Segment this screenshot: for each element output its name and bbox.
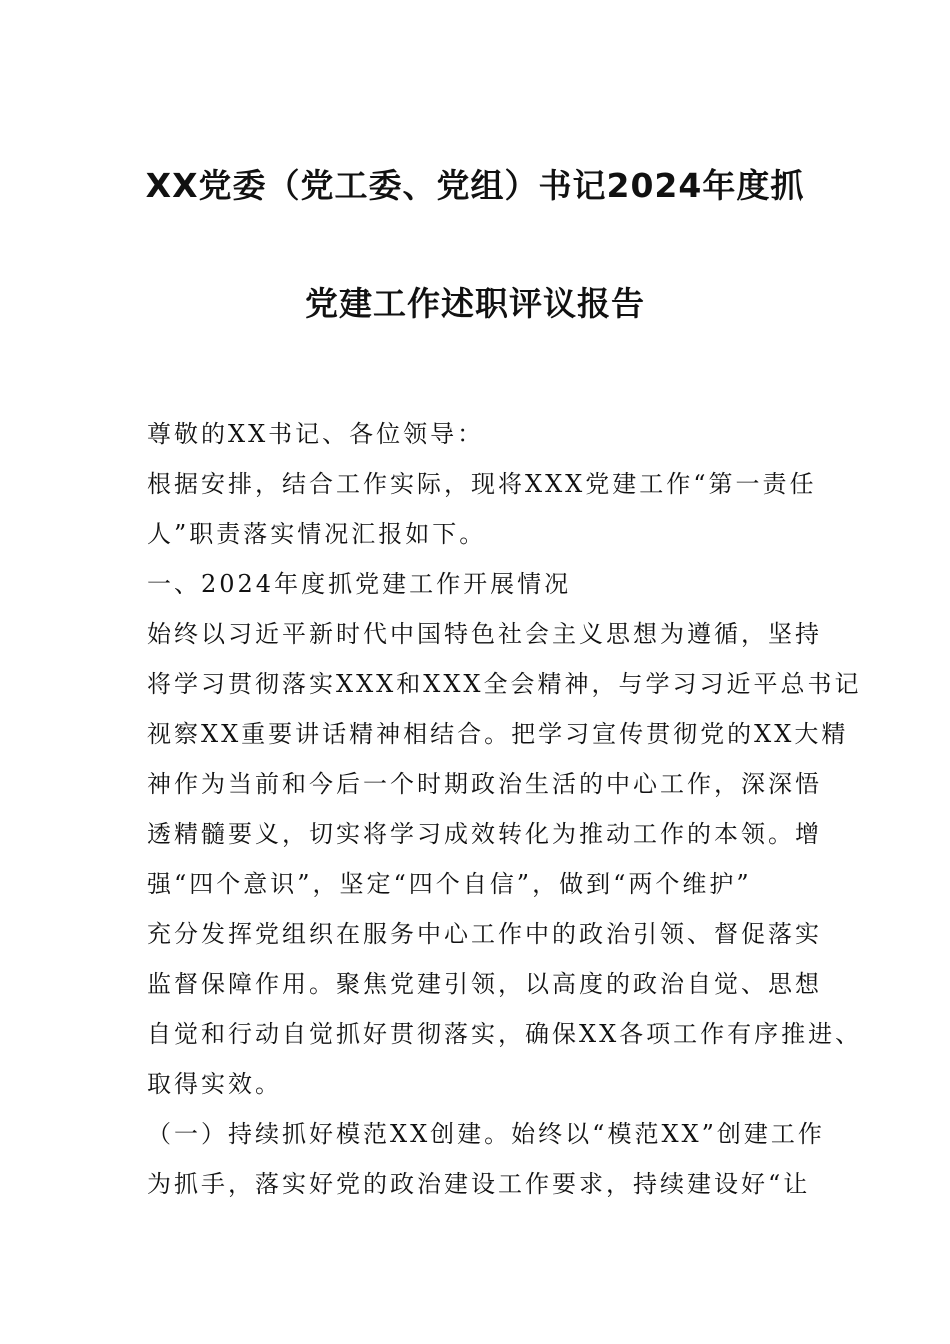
section-heading: 一、2024年度抓党建工作开展情况	[147, 570, 572, 598]
body-line: 将学习贯彻落实XXX和XXX全会精神，与学习习近平总书记	[147, 670, 862, 698]
body-line: 监督保障作用。聚焦党建引领，以高度的政治自觉、思想	[147, 970, 822, 998]
body-line: 自觉和行动自觉抓好贯彻落实，确保XX各项工作有序推进、	[147, 1020, 863, 1048]
body-line: 根据安排，结合工作实际，现将XXX党建工作“第一责任	[147, 470, 817, 498]
body-line: 人”职责落实情况汇报如下。	[147, 520, 487, 548]
body-line: 透精髓要义，切实将学习成效转化为推动工作的本领。增	[147, 820, 822, 848]
body-line: 始终以习近平新时代中国特色社会主义思想为遵循，坚持	[147, 620, 822, 648]
salutation: 尊敬的XX书记、各位领导：	[147, 420, 485, 448]
body-line: 取得实效。	[147, 1070, 282, 1098]
body-line: 为抓手，落实好党的政治建设工作要求，持续建设好“让	[147, 1170, 811, 1198]
document-body	[147, 409, 863, 1209]
subsection-line: （一）持续抓好模范XX创建。始终以“模范XX”创建工作	[147, 1120, 825, 1148]
document-title-line-2: 党建工作述职评议报告	[305, 284, 645, 323]
document-title-line-1: XX党委（党工委、党组）书记2024年度抓	[145, 166, 805, 205]
body-line: 神作为当前和今后一个时期政治生活的中心工作，深深悟	[147, 770, 822, 798]
body-line: 视察XX重要讲话精神相结合。把学习宣传贯彻党的XX大精	[147, 720, 849, 748]
body-line: 强“四个意识”，坚定“四个自信”，做到“两个维护”	[147, 870, 752, 898]
body-line: 充分发挥党组织在服务中心工作中的政治引领、督促落实	[147, 920, 822, 948]
